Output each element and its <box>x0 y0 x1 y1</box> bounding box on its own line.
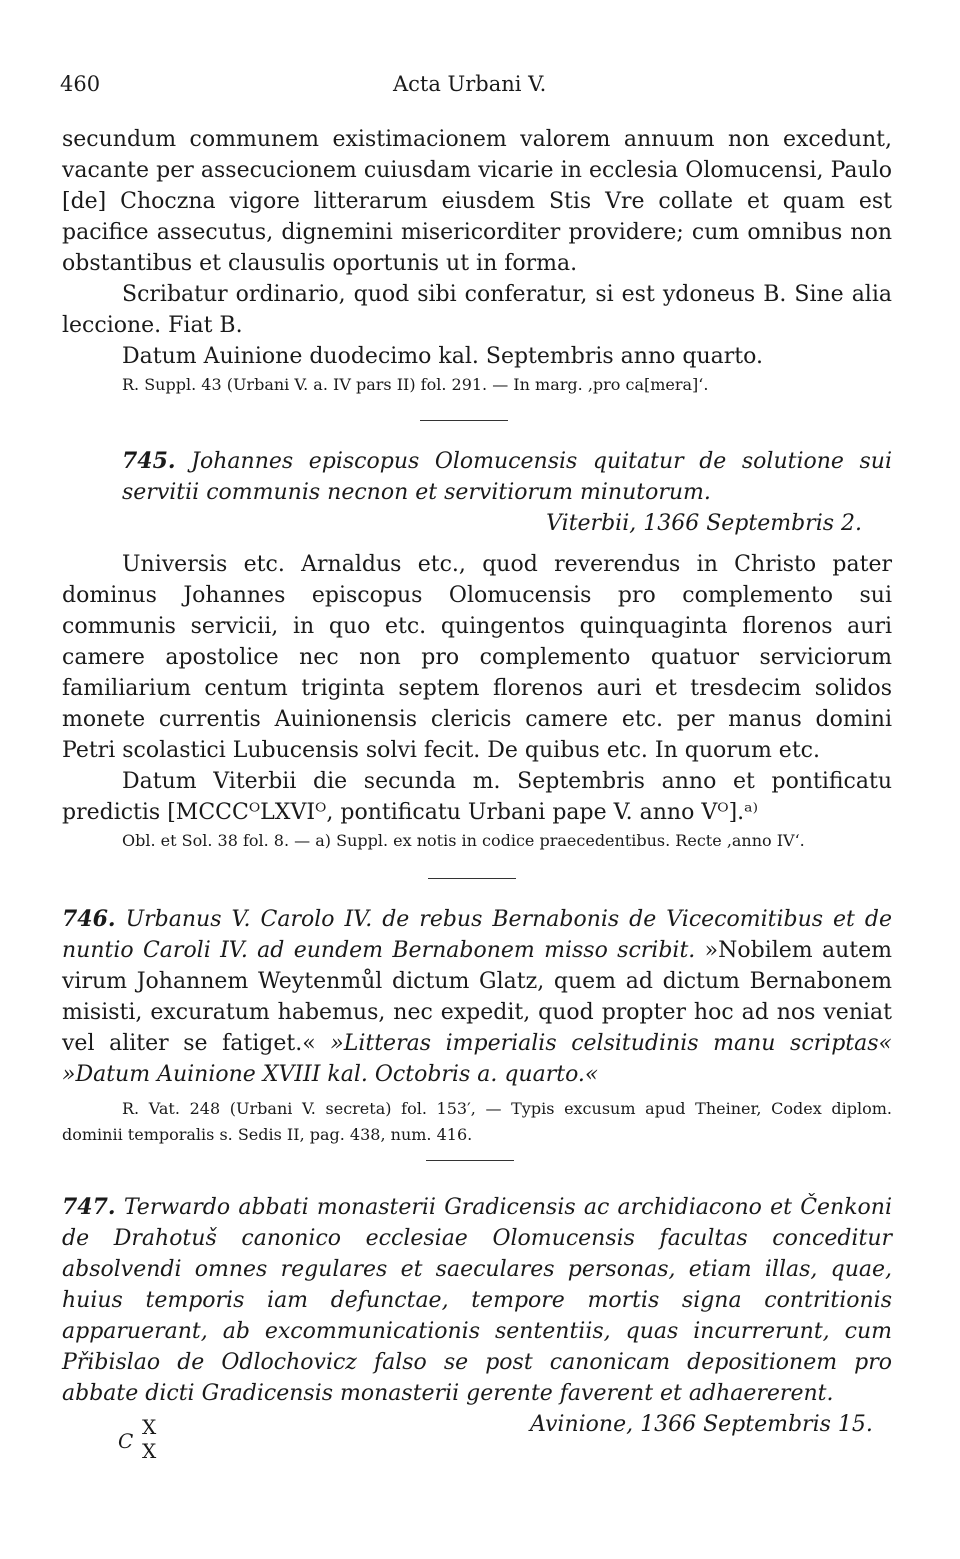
entry-746-number: 746. <box>62 906 116 932</box>
chancery-mark-x-bottom: X <box>142 1439 157 1463</box>
page-header <box>60 72 900 106</box>
separator-rule <box>428 878 516 879</box>
entry-745-paragraph: Datum Viterbii die secunda m. Septembris anno et pontificatu predictis [MCCCᴼLXVIᴼ, pontificatu Urbani pape V. anno Vᴼ].ᵃ⁾ <box>62 769 892 825</box>
entry-745-paragraph: Universis etc. Arnaldus etc., quod reverendus in Christo pater dominus Johannes episcopus Olomucensis pro complemento sui communis servicii, in quo etc. quingentos quinquaginta florenos auri camere apostolice nec non pro complemento quatuor serviciorum familiarium centum triginta septem florenos auri et tresdecim solidos monete currentis Auinionensis clericis camere etc. per manus domini Petri scolastici Lubucensis solvi fecit. De quibus etc. In quorum etc. <box>62 552 892 763</box>
entry-745-note: Obl. et Sol. 38 fol. 8. — a) Suppl. ex notis in codice praecedentibus. Recte ‚anno IV‘. <box>122 831 805 850</box>
prev-entry-paragraph: Scribatur ordinario, quod sibi conferatur, si est ydoneus B. Sine alia leccione. Fiat B. <box>62 282 892 338</box>
page-number: 460 <box>60 72 101 96</box>
entry-746-regest: Urbanus V. Carolo IV. de rebus Bernabonis de Vicecomitibus et de nuntio Caroli IV. ad eundem Bernabonem misso scribit. <box>62 907 892 963</box>
prev-entry-paragraph: Datum Auinione duodecimo kal. Septembris anno quarto. <box>122 344 763 369</box>
entry-746-quote-2: »Litteras imperialis celsitudinis manu scriptas« <box>330 1031 892 1056</box>
entry-746-quote: »Nobilem autem virum Johannem Weytenmůl dictum Glatz, quem ad dictum Bernabonem misisti, excuratum habemus, nec expedit, quod propter hoc ad nos veniat vel aliter se fatiget.« <box>62 938 892 1056</box>
entry-746-text <box>62 904 892 1090</box>
entry-745-heading <box>62 446 892 508</box>
entry-747-number: 747. <box>62 1194 116 1220</box>
entry-747-date: Avinione, 1366 Septembris 15. <box>530 1412 873 1437</box>
entry-745-date: Viterbii, 1366 Septembris 2. <box>546 511 862 536</box>
separator-rule <box>426 1160 514 1161</box>
separator-rule <box>420 420 508 421</box>
chancery-mark-c: C <box>118 1429 134 1453</box>
entry-745-number: 745. <box>122 448 176 474</box>
entry-746 <box>62 904 892 1148</box>
chancery-mark-x-top: X <box>142 1415 157 1439</box>
prev-entry-note: R. Suppl. 43 (Urbani V. a. IV pars II) fol. 291. — In marg. ‚pro ca[mera]‘. <box>122 375 709 394</box>
entry-747-heading <box>62 1192 892 1409</box>
prev-entry-paragraph: secundum communem existimacionem valorem annuum non excedunt, vacante per assecucionem cuiusdam vicarie in ecclesia Olomucensi, Paulo [de] Choczna vigore litterarum eiusdem Stis Vre collate et quam est pacifice assecutus, dignemini misericorditer providere; cum omnibus non obstantibus et clausulis oportunis ut in forma. <box>62 127 892 276</box>
entry-746-quote-3: »Datum Auinione XVIII kal. Octobris a. quarto.« <box>62 1062 599 1087</box>
entry-745 <box>62 446 892 854</box>
entry-746-note: R. Vat. 248 (Urbani V. secreta) fol. 153′, — Typis excusum apud Theiner, Codex diplom. dominii temporalis s. Sedis II, pag. 438, num. 416. <box>62 1099 892 1144</box>
running-title: Acta Urbani V. <box>393 72 547 96</box>
chancery-mark <box>118 1415 178 1465</box>
entry-745-regest: Johannes episcopus Olomucensis quitatur de solutione sui servitii communis necnon et servitiorum minutorum. <box>122 449 893 505</box>
entry-747 <box>62 1192 892 1409</box>
entry-747-regest: Terwardo abbati monasterii Gradicensis ac archidiacono et Čenkoni de Drahotuš canonico ecclesiae Olomucensis facultas conceditur absolvendi omnes regulares et saeculares personas, etiam illas, quae, huius temporis iam defunctae, tempore mortis signa contritionis apparuerant, ab excommunicationis sententiis, quas incurrerunt, cum Přibislao de Odlochovicz falso se post canonicam depositionem pro abbate dicti Gradicensis monasterii gerente faverent et adhaererent. <box>62 1195 892 1406</box>
prev-entry <box>62 124 892 398</box>
